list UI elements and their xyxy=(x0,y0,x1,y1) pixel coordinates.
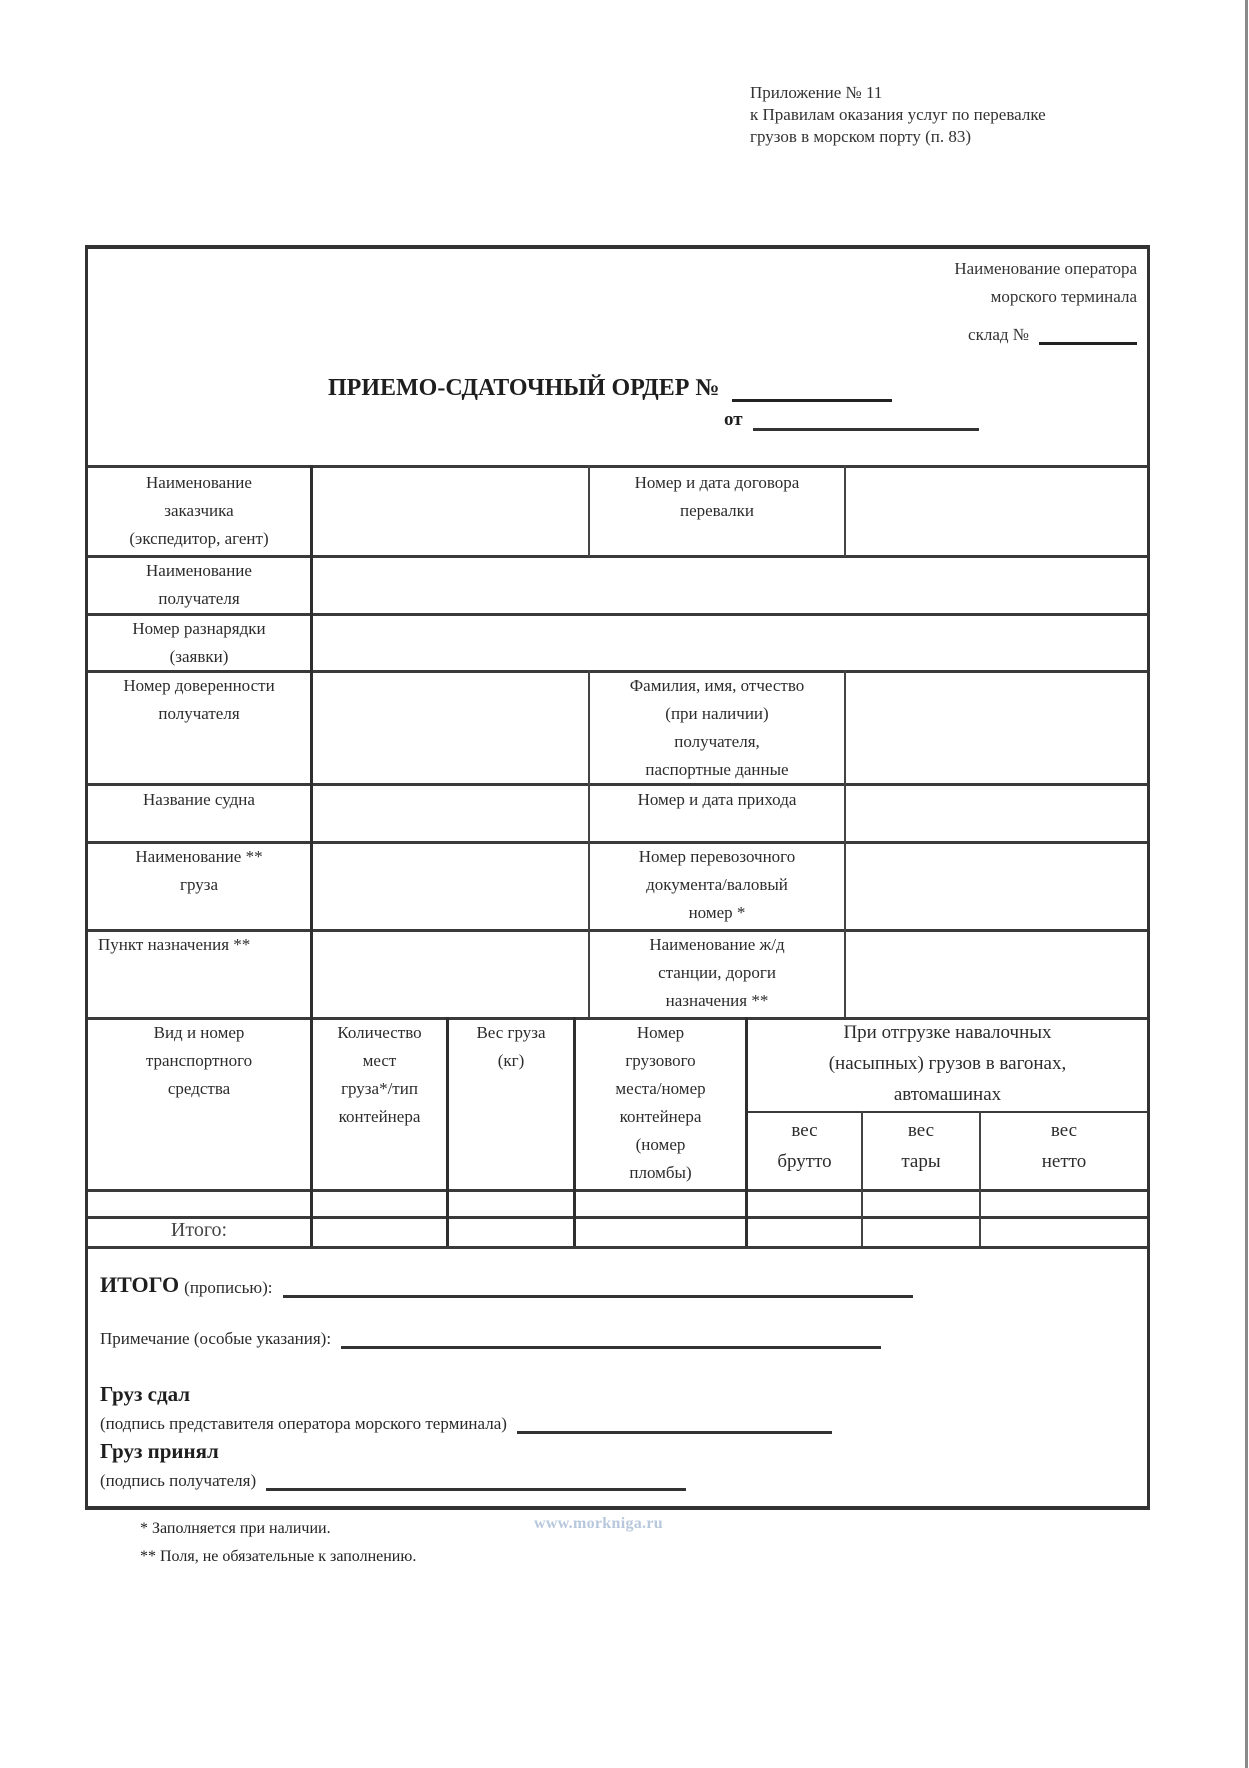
warehouse-label: склад № xyxy=(968,325,1029,344)
column-header-gross xyxy=(748,1115,861,1177)
received-signature-label: (подпись получателя) xyxy=(100,1471,257,1490)
grid-line xyxy=(748,1111,1147,1113)
table-cell-vehicle[interactable] xyxy=(88,1192,310,1216)
recipient-input[interactable] xyxy=(313,558,1146,613)
label-line: транспортного xyxy=(145,1051,253,1070)
label-line: Название судна xyxy=(143,790,255,809)
footnote-1: * Заполняется при наличии. xyxy=(140,1520,331,1537)
label-line: перевалки xyxy=(679,501,755,520)
table-cell-packages[interactable] xyxy=(313,1192,446,1216)
total-in-words-input[interactable] xyxy=(283,1279,913,1298)
destination-label xyxy=(98,931,310,959)
column-header-vehicle xyxy=(88,1019,310,1103)
label-line: тары xyxy=(901,1151,941,1172)
grid-line xyxy=(88,1246,1147,1249)
cargo-name-input[interactable] xyxy=(313,844,588,929)
label-line: контейнера xyxy=(338,1107,421,1126)
transport-doc-label xyxy=(590,843,844,927)
page-edge-divider xyxy=(1245,0,1248,1768)
total-row-label: Итого: xyxy=(170,1219,228,1241)
operator-line-1: Наименование оператора xyxy=(954,259,1137,278)
label-line: места/номер xyxy=(615,1079,706,1098)
column-header-weight xyxy=(449,1019,573,1075)
total-cell-gross[interactable] xyxy=(748,1219,861,1246)
label-line: Вид и номер xyxy=(153,1023,245,1042)
label-line: паспортные данные xyxy=(645,760,789,779)
appendix-note xyxy=(750,82,1046,148)
label-line: автомашинах xyxy=(893,1084,1002,1105)
total-in-words-field xyxy=(100,1272,913,1298)
power-of-attorney-input[interactable] xyxy=(313,673,588,783)
warehouse-number-input[interactable] xyxy=(1039,324,1137,345)
appendix-line-1: Приложение № 11 xyxy=(750,83,883,102)
label-line: Номер разнарядки xyxy=(132,619,266,638)
appendix-line-2: к Правилам оказания услуг по перевалке xyxy=(750,105,1046,124)
received-signature-input[interactable] xyxy=(266,1472,686,1491)
transport-doc-input[interactable] xyxy=(846,844,1146,929)
column-header-net xyxy=(981,1115,1147,1177)
table-cell-weight[interactable] xyxy=(449,1192,573,1216)
column-header-container xyxy=(576,1019,745,1187)
label-line: Количество xyxy=(337,1023,422,1042)
order-number-input[interactable] xyxy=(732,377,892,402)
label-line: (кг) xyxy=(497,1051,525,1070)
label-line: (при наличии) xyxy=(665,704,769,723)
total-cell-packages[interactable] xyxy=(313,1219,446,1246)
label-line: Вес груза xyxy=(476,1023,546,1042)
order-title xyxy=(328,375,892,402)
release-number-label xyxy=(88,615,310,671)
recipient-name-label xyxy=(590,672,844,784)
label-line: станции, дороги xyxy=(658,963,776,982)
column-group-bulk-cargo xyxy=(748,1017,1147,1110)
table-cell-net[interactable] xyxy=(981,1192,1147,1216)
total-in-words-bold: ИТОГО xyxy=(100,1272,180,1297)
order-date-field xyxy=(724,409,979,431)
label-line: (экспедитор, агент) xyxy=(129,529,269,548)
order-date-input[interactable] xyxy=(753,410,979,431)
contract-label xyxy=(590,469,844,525)
handed-signature-input[interactable] xyxy=(517,1415,832,1434)
label-line: брутто xyxy=(777,1151,832,1172)
recipient-label xyxy=(88,557,310,613)
recipient-name-input[interactable] xyxy=(846,673,1146,783)
terminal-operator-label xyxy=(954,255,1137,311)
label-line: груза xyxy=(179,875,218,894)
total-cell-tare[interactable] xyxy=(863,1219,979,1246)
label-line: получателя xyxy=(158,589,240,608)
table-cell-container[interactable] xyxy=(576,1192,745,1216)
customer-input[interactable] xyxy=(313,468,588,555)
table-cell-gross[interactable] xyxy=(748,1192,861,1216)
label-line: Номер и дата прихода xyxy=(637,790,797,809)
customer-label xyxy=(88,469,310,553)
total-cell-container[interactable] xyxy=(576,1219,745,1246)
order-date-label: от xyxy=(724,409,743,430)
label-line: получателя xyxy=(158,704,240,723)
label-line: Наименование xyxy=(146,561,252,580)
note-label: Примечание (особые указания): xyxy=(100,1329,332,1348)
label-line: документа/валовый xyxy=(646,875,788,894)
total-cell-net[interactable] xyxy=(981,1219,1147,1246)
total-in-words-label: (прописью): xyxy=(184,1278,273,1297)
handed-signature-label: (подпись представителя оператора морского терминала) xyxy=(100,1414,507,1433)
order-title-text: ПРИЕМО-СДАТОЧНЫЙ ОРДЕР № xyxy=(328,375,720,401)
rail-station-label xyxy=(590,931,844,1015)
total-cell-weight[interactable] xyxy=(449,1219,573,1246)
power-of-attorney-label xyxy=(88,672,310,728)
rail-station-input[interactable] xyxy=(846,932,1146,1017)
label-line: мест xyxy=(362,1051,397,1070)
watermark-url: www.morkniga.ru xyxy=(534,1515,663,1532)
label-line: груза*/тип xyxy=(341,1079,418,1098)
label-line: пломбы) xyxy=(629,1163,692,1182)
cargo-name-label xyxy=(88,843,310,899)
label-line: заказчика xyxy=(164,501,234,520)
label-line: Наименование xyxy=(146,473,252,492)
label-line: Наименование ** xyxy=(135,847,263,866)
label-line: При отгрузке навалочных xyxy=(843,1022,1052,1043)
operator-line-2: морского терминала xyxy=(990,287,1137,306)
label-line: (заявки) xyxy=(169,647,229,666)
label-line: Пункт назначения ** xyxy=(98,935,251,954)
note-field xyxy=(100,1329,881,1349)
warehouse-field xyxy=(968,324,1137,345)
column-header-packages xyxy=(313,1019,446,1131)
vessel-input[interactable] xyxy=(313,786,588,841)
label-line: грузового xyxy=(625,1051,696,1070)
handed-signature-field xyxy=(100,1414,832,1434)
contract-input[interactable] xyxy=(846,468,1146,555)
destination-input[interactable] xyxy=(313,932,588,1017)
note-input[interactable] xyxy=(341,1330,881,1349)
vessel-label xyxy=(88,786,310,814)
label-line: нетто xyxy=(1041,1151,1087,1172)
received-signature-field xyxy=(100,1471,686,1491)
acceptance-order-form xyxy=(85,245,1150,1510)
cargo-handed-title: Груз сдал xyxy=(100,1382,191,1406)
label-line: Номер и дата договора xyxy=(634,473,800,492)
footnote-2: ** Поля, не обязательные к заполнению. xyxy=(140,1548,417,1565)
label-line: номер * xyxy=(688,903,746,922)
label-line: вес xyxy=(907,1120,935,1141)
label-line: вес xyxy=(1050,1120,1078,1141)
label-line: контейнера xyxy=(619,1107,702,1126)
label-line: Номер xyxy=(636,1023,685,1042)
table-cell-tare[interactable] xyxy=(863,1192,979,1216)
label-line: средства xyxy=(167,1079,231,1098)
label-line: Номер доверенности xyxy=(123,676,275,695)
label-line: получателя, xyxy=(674,732,760,751)
label-line: назначения ** xyxy=(665,991,769,1010)
label-line: (номер xyxy=(635,1135,686,1154)
cargo-received-title: Груз принял xyxy=(100,1439,219,1463)
label-line: Фамилия, имя, отчество xyxy=(629,676,805,695)
arrival-input[interactable] xyxy=(846,786,1146,841)
label-line: Номер перевозочного xyxy=(638,847,796,866)
column-header-tare xyxy=(863,1115,979,1177)
label-line: вес xyxy=(791,1120,818,1141)
label-line: (насыпных) грузов в вагонах, xyxy=(828,1053,1067,1074)
label-line: Наименование ж/д xyxy=(649,935,785,954)
release-number-input[interactable] xyxy=(313,616,1146,670)
arrival-label xyxy=(590,786,844,814)
appendix-line-3: грузов в морском порту (п. 83) xyxy=(750,127,972,146)
